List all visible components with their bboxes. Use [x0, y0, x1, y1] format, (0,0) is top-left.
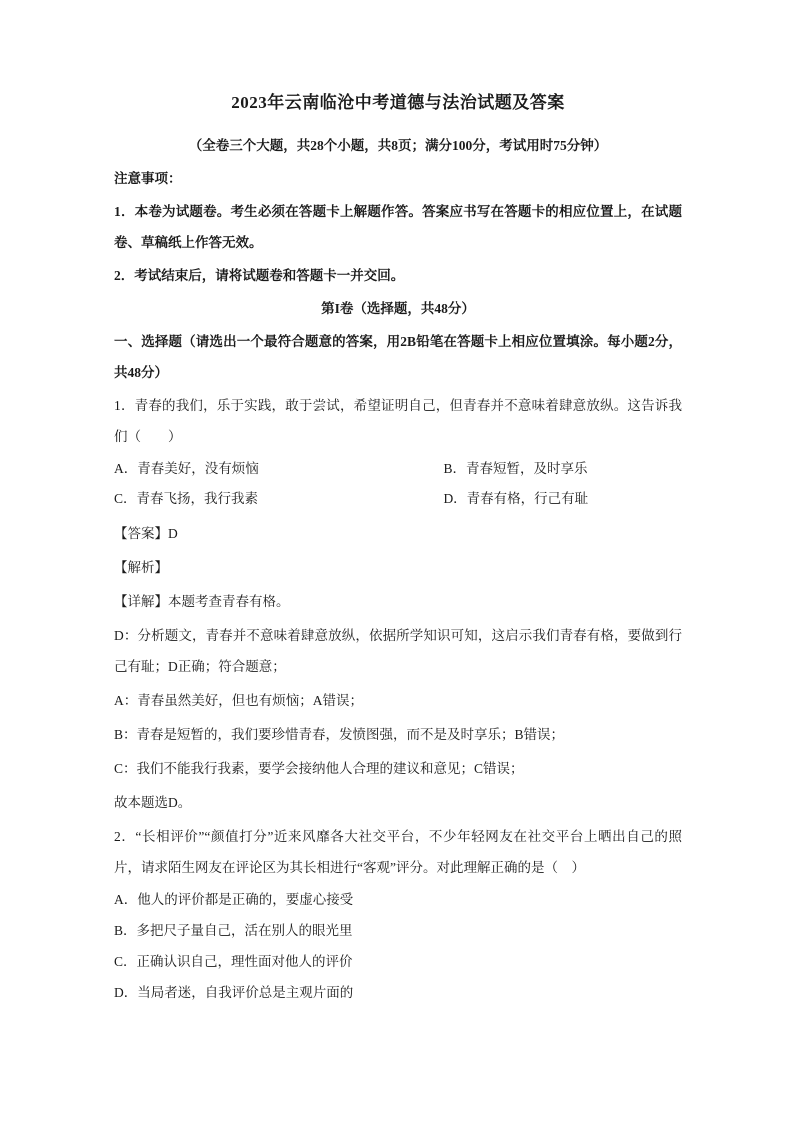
question-2-options: [114, 885, 682, 1007]
question-1-option-b: B．青春短暂，及时享乐: [443, 461, 588, 476]
question-2-option-c: C．正确认识自己，理性面对他人的评价: [114, 954, 353, 969]
question-1-option-a: A．青春美好，没有烦恼: [114, 461, 259, 476]
document-title: 2023年云南临沧中考道德与法治试题及答案: [231, 93, 565, 112]
question-1-explanation-b: B：青春是短暂的，我们要珍惜青春，发愤图强，而不是及时享乐；B错误；: [114, 727, 565, 742]
question-1-detail: 【详解】本题考查青春有格。: [114, 594, 290, 609]
question-2-option-b: B．多把尺子量自己，活在别人的眼光里: [114, 923, 353, 938]
question-2-stem: 2．“长相评价”“颜值打分”近来风靡各大社交平台，不少年轻网友在社交平台上晒出自己的照片，请求陌生网友在评论区为其长相进行“客观”评分。对此理解正确的是（ ）: [114, 829, 682, 875]
question-1-explanation-d: D：分析题文，青春并不意味着肆意放纵，依据所学知识可知，这启示我们青春有格，要做到行己有耻；D正确；符合题意；: [114, 628, 682, 674]
part-1-heading: 一、选择题（请选出一个最符合题意的答案，用2B铅笔在答题卡上相应位置填涂。每小题2分，共48分）: [114, 334, 682, 380]
notice-item-2: 2．考试结束后，请将试题卷和答题卡一并交回。: [114, 268, 405, 283]
question-1-options: [114, 454, 682, 514]
question-1-stem: 1．青春的我们，乐于实践，敢于尝试，希望证明自己，但青春并不意味着肆意放纵。这告诉我们（ ）: [114, 398, 682, 444]
question-1-explanation-c: C：我们不能我行我素，要学会接纳他人合理的建议和意见；C错误；: [114, 761, 524, 776]
section-1-title: 第I卷（选择题，共48分）: [321, 301, 475, 316]
question-1-conclusion: 故本题选D。: [114, 795, 192, 810]
question-2-option-a: A．他人的评价都是正确的，要虚心接受: [114, 892, 354, 907]
question-1-option-c: C．青春飞扬，我行我素: [114, 491, 259, 506]
question-1-explanation-a: A：青春虽然美好，但也有烦恼；A错误；: [114, 693, 363, 708]
question-1-option-d: D．青春有格，行己有耻: [443, 491, 589, 506]
question-1-answer-block: [114, 518, 682, 818]
notice-heading: 注意事项：: [114, 171, 182, 186]
document-subtitle: （全卷三个大题，共28个小题，共8页；满分100分，考试用时75分钟）: [188, 138, 608, 153]
question-1-analysis-label: 【解析】: [114, 560, 168, 575]
notice-item-1: 1．本卷为试题卷。考生必须在答题卡上解题作答。答案应书写在答题卡的相应位置上，在试题卷、草稿纸上作答无效。: [114, 204, 682, 250]
question-1-answer: 【答案】D: [114, 526, 178, 541]
question-2-option-d: D．当局者迷，自我评价总是主观片面的: [114, 985, 354, 1000]
